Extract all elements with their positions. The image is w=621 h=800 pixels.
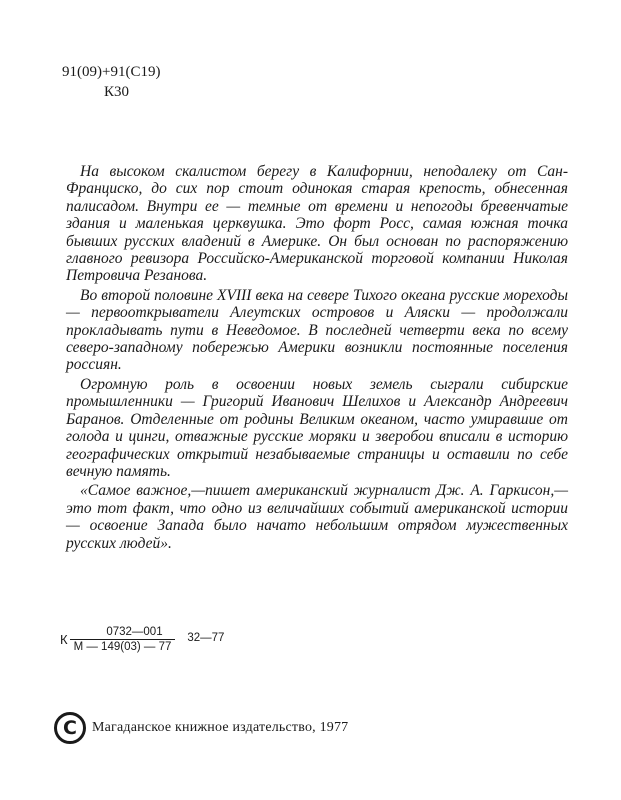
publisher-line <box>54 712 348 744</box>
catalog-denominator: М — 149(03) — 77 <box>70 639 176 653</box>
catalog-numerator: 0732—001 <box>106 626 163 638</box>
catalog-index <box>60 626 224 653</box>
author-mark: К30 <box>104 84 130 100</box>
catalog-letter: К <box>60 632 68 647</box>
catalog-suffix: 32—77 <box>187 631 225 644</box>
publisher-imprint: Магаданское книжное издательство, 1977 <box>92 720 349 735</box>
annotation-paragraph: Во второй половине XVIII века на севере Тихого океана русские мореходы — первооткрыватели Алеутских островов и Аляски — продолжали прокладывать пути в Неведомое. В последней четверти века по всему северо-западному побережью Америки возникли постоянные поселения россиян. <box>66 286 568 374</box>
catalog-fraction <box>70 626 176 653</box>
copyright-icon: C <box>54 712 86 744</box>
annotation-paragraph: Огромную роль в освоении новых земель сыграли сибирские промышленники — Григорий Иванович Шелихов и Александр Андреевич Баранов. Отделенные от родины Великим океаном, часто умиравшие от голода и цинги, отважные русские моряки и зверобои вписали в историю географических открытий незабываемые страницы и оставили по себе вечную память. <box>66 375 568 480</box>
book-annotation <box>66 163 568 552</box>
udc-classification <box>62 62 160 102</box>
udc-code: 91(09)+91(С19) <box>62 64 161 80</box>
annotation-paragraph: На высоком скалистом берегу в Калифорнии, неподалеку от Сан-Франциско, до сих пор стоит одинокая старая крепость, обнесенная палисадом. Внутри ее — темные от времени и непогоды бревенчатые здания и маленькая церквушка. Это форт Росс, самая южная точка бывших русских владений в Америке. Он был основан по распоряжению главного ревизора Российско-Американской торговой компании Николая Петровича Резанова. <box>66 163 568 285</box>
annotation-paragraph: «Самое важное,—пишет американский журналист Дж. А. Гаркисон,— это тот факт, что одно из величайших событий американской истории — освоение Запада было начато небольшим отрядом мужественных русских людей». <box>66 482 568 552</box>
